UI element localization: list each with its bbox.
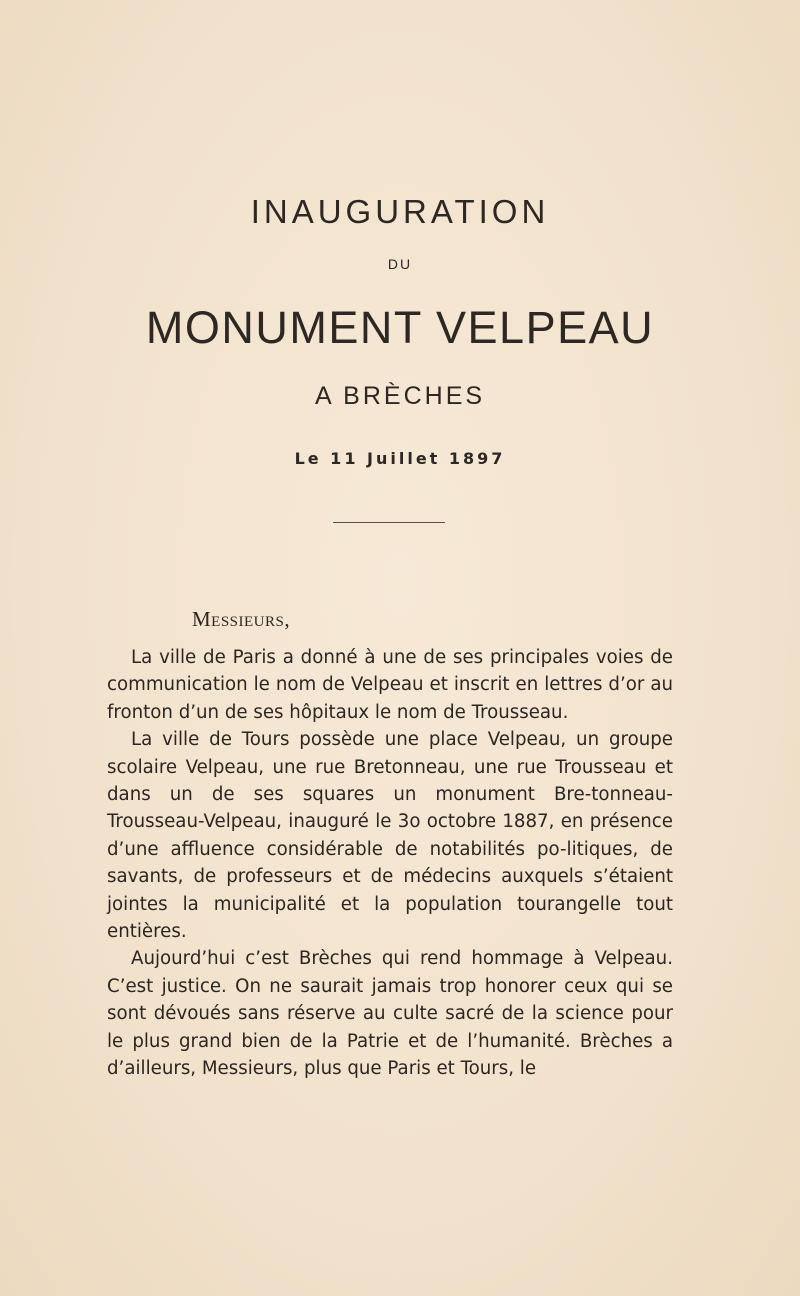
separator-rule	[333, 522, 445, 523]
salutation: Messieurs,	[192, 607, 291, 631]
title-inauguration: INAUGURATION	[250, 193, 550, 230]
title-du: DU	[387, 256, 413, 272]
paragraph-2: La ville de Tours possède une place Velpeau, un groupe scolaire Velpeau, une rue Bretonneau, une rue Trousseau et dans un de ses squares un monument Bre-tonneau-Trousseau-Velpeau, inauguré le 3o octobre 1887, en présence d’une affluence considérable de notabilités po-litiques, de savants, de professeurs et de médecins auxquels s’étaient jointes la municipalité et la population tourangelle tout entières.	[107, 729, 673, 943]
body-text	[107, 644, 673, 1083]
paragraph-3: Aujourd’hui c’est Brèches qui rend hommage à Velpeau. C’est justice. On ne saurait jamais trop honorer ceux qui se sont dévoués sans réserve au culte sacré de la science pour le plus grand bien de la Patrie et de l’humanité. Brèches a d’ailleurs, Messieurs, plus que Paris et Tours, le	[107, 948, 673, 1080]
title-a-breches: A BRÈCHES	[314, 382, 486, 410]
paragraph-1: La ville de Paris a donné à une de ses principales voies de communication le nom de Velpeau et inscrit en lettres d’or au fronton d’un de ses hôpitaux le nom de Trousseau.	[107, 647, 673, 723]
date-line: Le 11 Juillet 1897	[294, 449, 506, 468]
title-monument-velpeau: MONUMENT VELPEAU	[145, 302, 655, 353]
